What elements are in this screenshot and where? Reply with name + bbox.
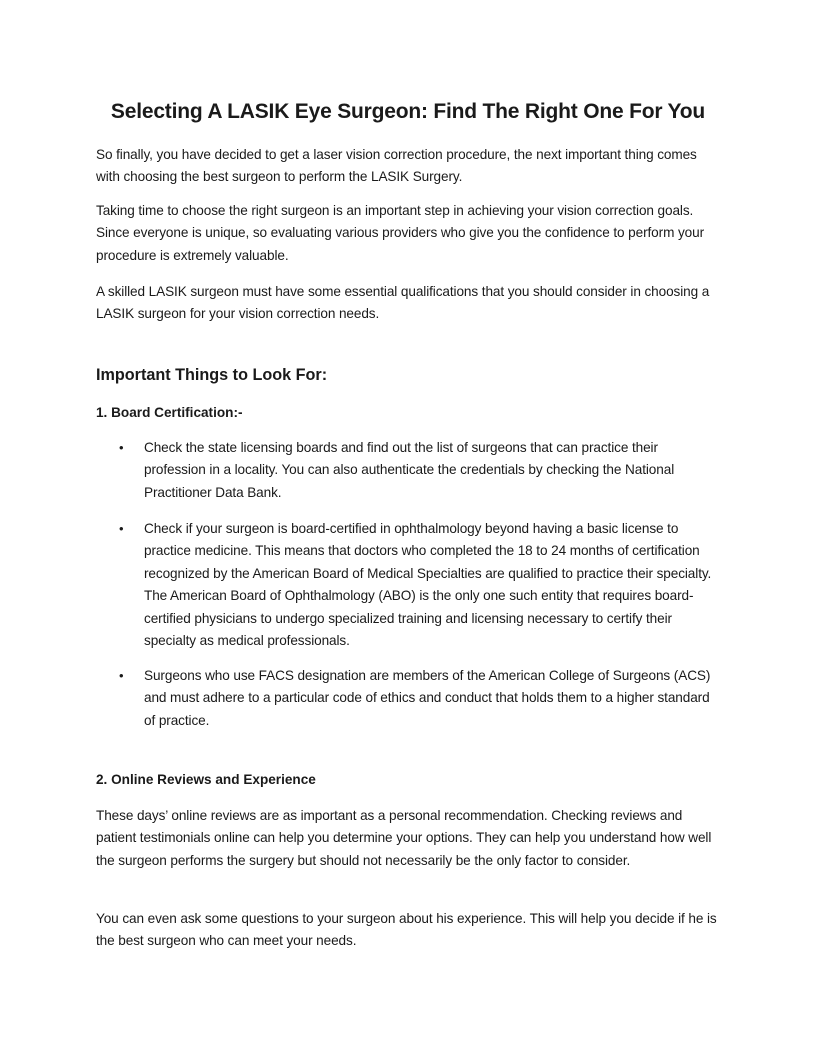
bullet-text-3: Surgeons who use FACS designation are members of the American College of Surgeons (ACS) and must adhere to a particular code of ethics and conduct that holds them to a higher standard of practice.	[144, 668, 711, 728]
page-title: Selecting A LASIK Eye Surgeon: Find The Right One For You	[110, 100, 706, 123]
bullet-icon: •	[119, 521, 124, 536]
intro-paragraph-3: A skilled LASIK surgeon must have some essential qualifications that you should consider in choosing a LASIK surgeon for your vision correction needs.	[96, 284, 710, 322]
bullet-text-2: Check if your surgeon is board-certified in ophthalmology beyond having a basic license to practice medicine. This means that doctors who completed the 18 to 24 months of certification recognized by the American Board of Medical Specialties are qualified to practice their specialty. The American Board of Ophthalmology (ABO) is the only one such entity that requires board-certified physicians to undergo specialized training and licensing necessary to certify their specialty as medical professionals.	[144, 521, 712, 649]
reviews-paragraph-2: You can even ask some questions to your surgeon about his experience. This will help you decide if he is the best surgeon who can meet your needs.	[96, 911, 717, 949]
subsection-heading-board-certification: 1. Board Certification:-	[96, 405, 243, 420]
section-heading: Important Things to Look For:	[96, 366, 328, 384]
bullet-icon: •	[119, 668, 124, 683]
bullet-text-1: Check the state licensing boards and find out the list of surgeons that can practice their profession in a locality. You can also authenticate the credentials by checking the National Practitioner Data Bank.	[144, 440, 675, 500]
intro-paragraph-2: Taking time to choose the right surgeon is an important step in achieving your vision correction goals. Since everyone is unique, so evaluating various providers who give you the confidence to perform your procedure is extremely valuable.	[96, 203, 705, 263]
intro-paragraph-1: So finally, you have decided to get a laser vision correction procedure, the next important thing comes with choosing the best surgeon to perform the LASIK Surgery.	[96, 147, 697, 185]
reviews-paragraph-1: These days’ online reviews are as important as a personal recommendation. Checking reviews and patient testimonials online can help you determine your options. They can help you understand how well the surgeon performs the surgery but should not necessarily be the only factor to consider.	[96, 808, 712, 868]
subsection-heading-online-reviews: 2. Online Reviews and Experience	[96, 772, 316, 787]
bullet-icon: •	[119, 440, 124, 455]
